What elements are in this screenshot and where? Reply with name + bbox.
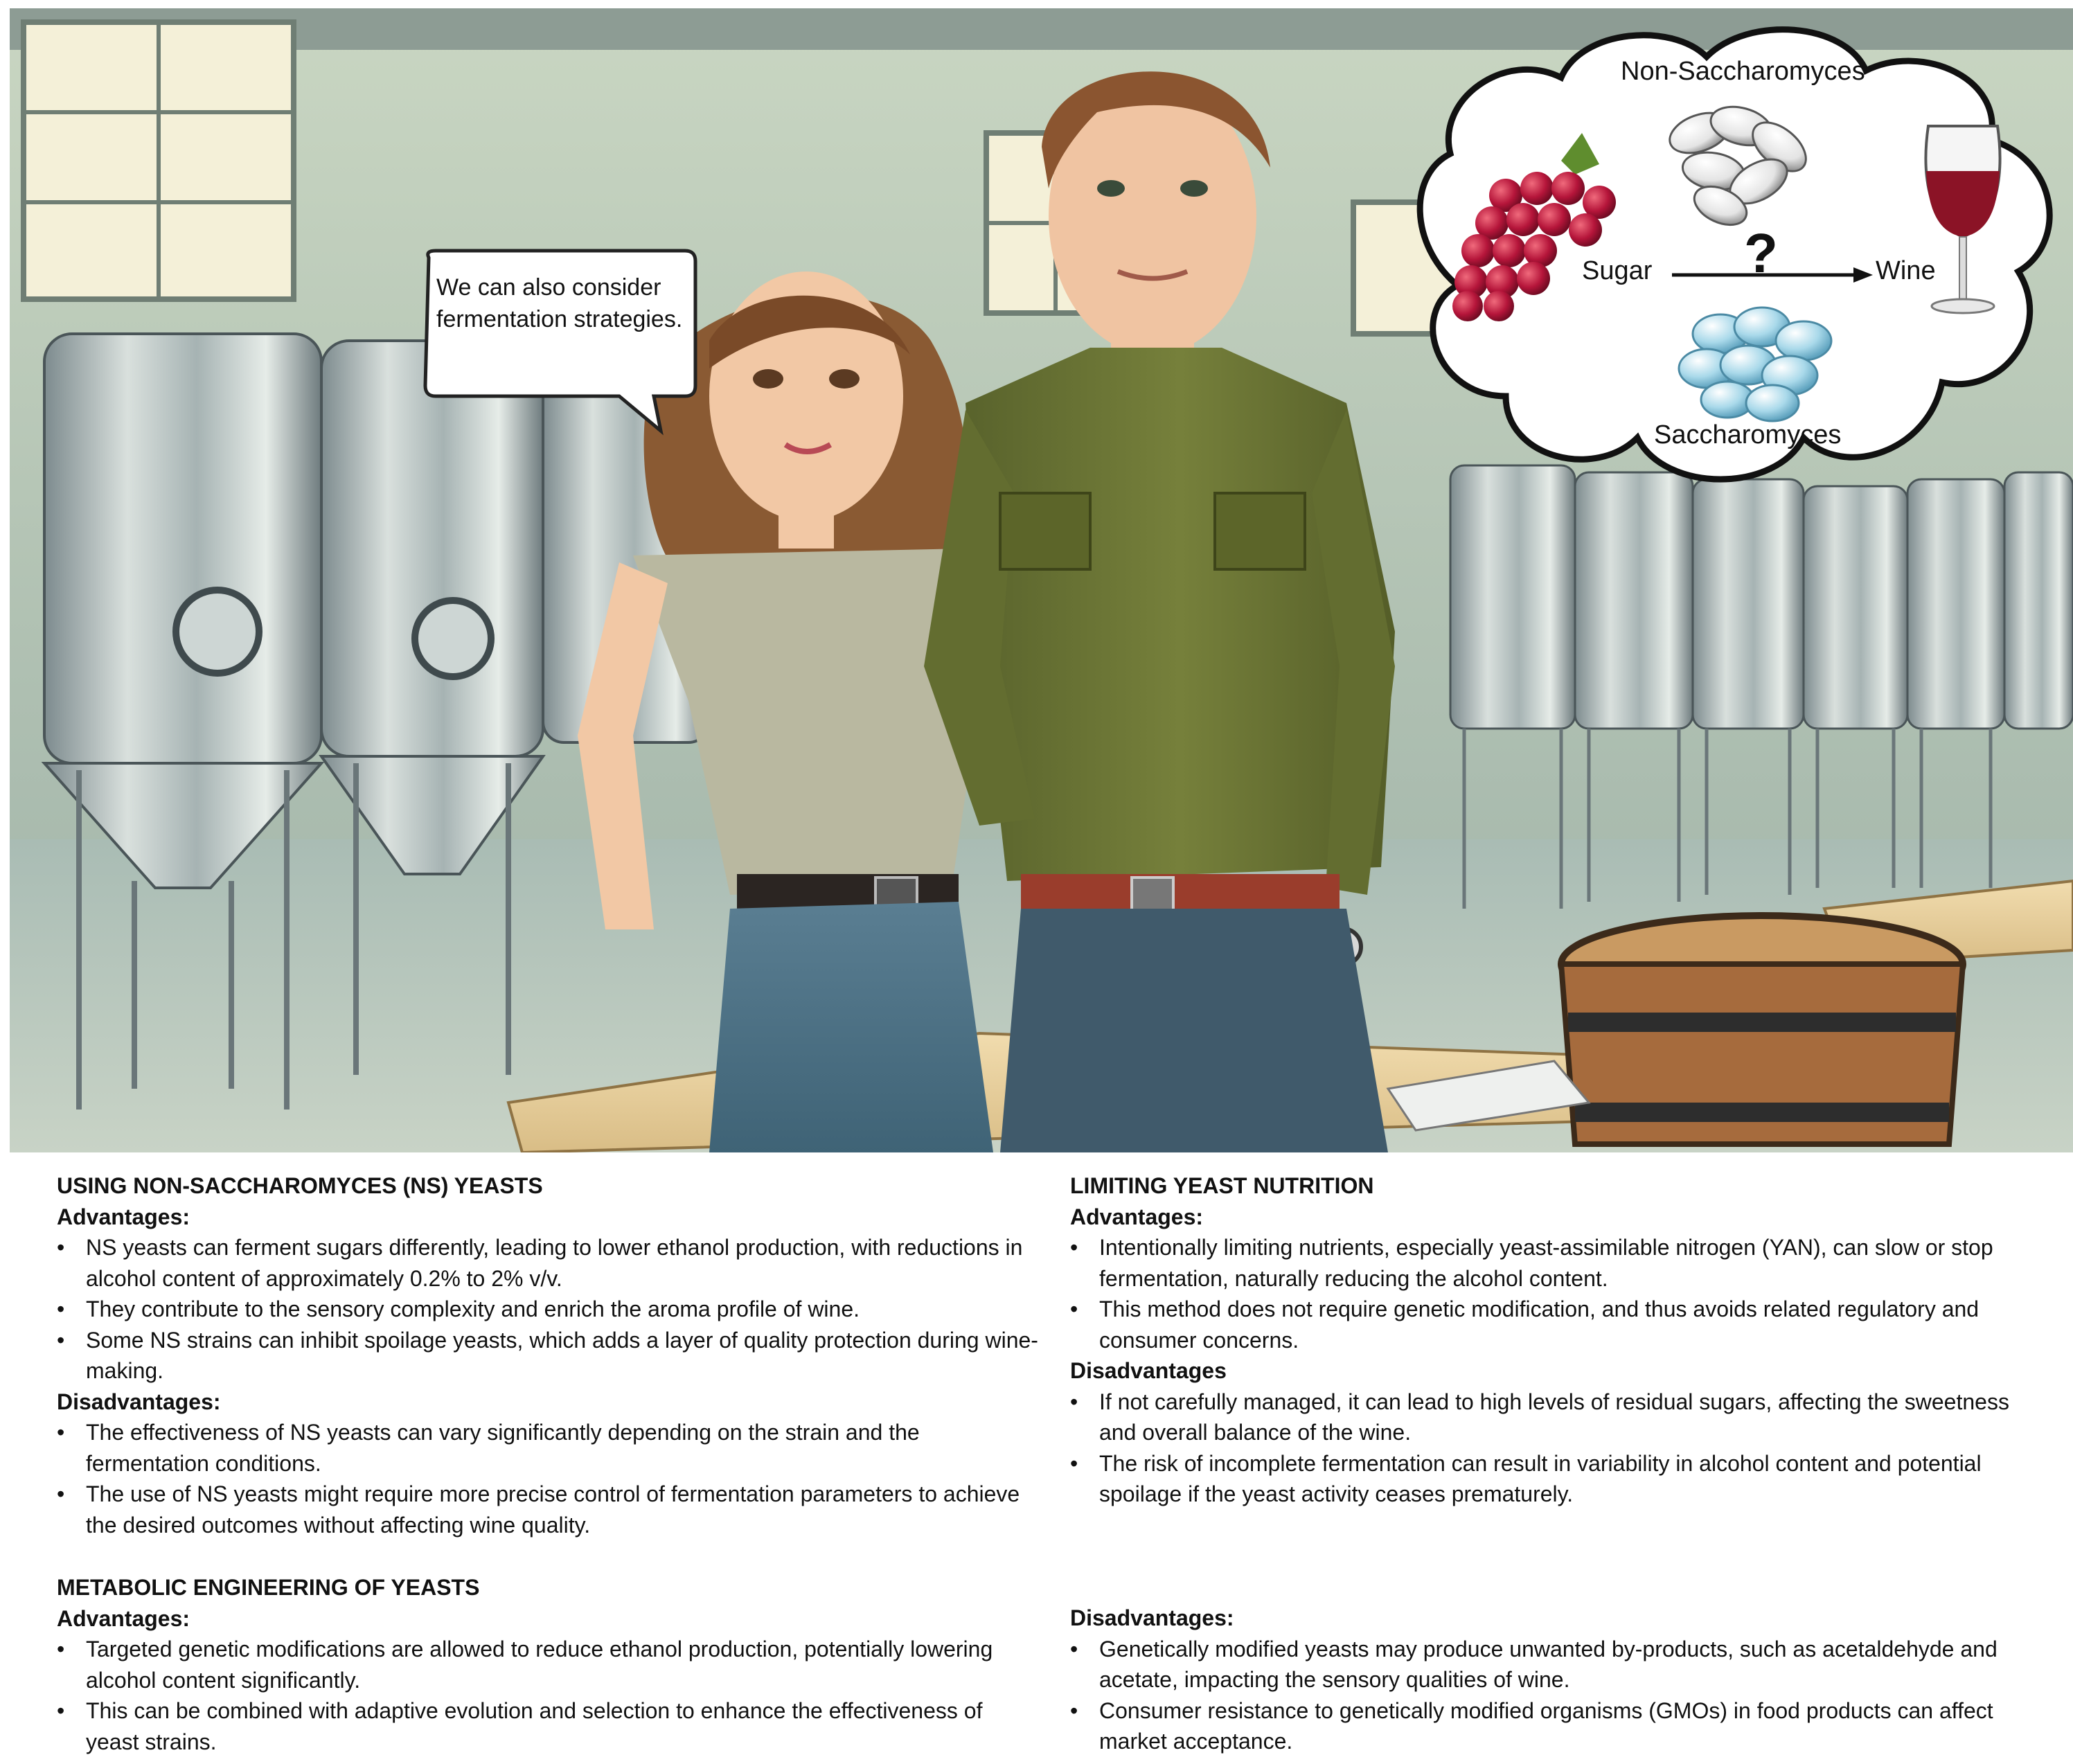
section-title: USING NON-SACCHAROMYCES (NS) YEASTS: [57, 1173, 543, 1198]
list-item: • They contribute to the sensory complexity and enrich the aroma profile of wine.: [57, 1294, 1040, 1325]
strategies-text-area: [0, 1164, 2073, 1764]
question-mark: ?: [1744, 222, 1778, 284]
speech-bubble-text: We can also consider fermentation strategies.: [436, 274, 683, 332]
wine-label: Wine: [1876, 256, 1936, 285]
section-title: LIMITING YEAST NUTRITION: [1070, 1173, 1374, 1198]
disadvantages-list: [57, 1417, 1040, 1540]
winery-illustration: [10, 8, 2073, 1152]
advantages-heading: Advantages:: [1070, 1204, 1204, 1229]
disadvantages-heading: Disadvantages:: [1070, 1605, 1234, 1630]
advantages-list: [57, 1232, 1040, 1387]
advantages-list: [1070, 1232, 2040, 1355]
section-metabolic-engineering-disadvantages: [1070, 1603, 2040, 1757]
advantages-list: [57, 1634, 1040, 1757]
disadvantages-heading: Disadvantages: [1070, 1358, 1227, 1383]
section-metabolic-engineering: [57, 1572, 1040, 1757]
list-item: • Some NS strains can inhibit spoilage yeasts, which adds a layer of quality protection during wine-making.: [57, 1325, 1040, 1387]
list-item: • The effectiveness of NS yeasts can vary significantly depending on the strain and the fermentation conditions.: [57, 1417, 1040, 1479]
list-item: • The use of NS yeasts might require more precise control of fermentation parameters to achieve the desired outcomes without affecting wine quality.: [57, 1479, 1040, 1540]
list-item: • This can be combined with adaptive evolution and selection to enhance the effectiveness of yeast strains.: [57, 1695, 1040, 1757]
list-item: • Genetically modified yeasts may produce unwanted by-products, such as acetaldehyde and acetate, impacting the sensory qualities of wine.: [1070, 1634, 2040, 1695]
advantages-heading: Advantages:: [57, 1605, 190, 1631]
advantages-heading: Advantages:: [57, 1204, 190, 1229]
saccharomyces-label: Saccharomyces: [1654, 420, 1842, 449]
disadvantages-list: [1070, 1387, 2040, 1510]
section-ns-yeasts: [57, 1170, 1040, 1540]
disadvantages-heading: Disadvantages:: [57, 1389, 221, 1414]
sugar-label: Sugar: [1582, 256, 1653, 285]
list-item: • The risk of incomplete fermentation can result in variability in alcohol content and potential spoilage if the yeast activity ceases prematurely.: [1070, 1448, 2040, 1510]
section-limiting-nutrition: [1070, 1170, 2040, 1510]
list-item: • Consumer resistance to genetically modified organisms (GMOs) in food products can affect market acceptance.: [1070, 1695, 2040, 1757]
list-item: • Intentionally limiting nutrients, especially yeast-assimilable nitrogen (YAN), can slow or stop fermentation, naturally reducing the alcohol content.: [1070, 1232, 2040, 1294]
section-title: METABOLIC ENGINEERING OF YEASTS: [57, 1575, 480, 1600]
list-item: • If not carefully managed, it can lead to high levels of residual sugars, affecting the sweetness and overall balance of the wine.: [1070, 1387, 2040, 1448]
disadvantages-list: [1070, 1634, 2040, 1757]
list-item: • Targeted genetic modifications are allowed to reduce ethanol production, potentially lowering alcohol content significantly.: [57, 1634, 1040, 1695]
non-saccharomyces-label: Non-Saccharomyces: [1621, 57, 1865, 86]
list-item: • This method does not require genetic modification, and thus avoids related regulatory and consumer concerns.: [1070, 1294, 2040, 1355]
list-item: • NS yeasts can ferment sugars differently, leading to lower ethanol production, with reductions in alcohol content of approximately 0.2% to 2% v/v.: [57, 1232, 1040, 1294]
